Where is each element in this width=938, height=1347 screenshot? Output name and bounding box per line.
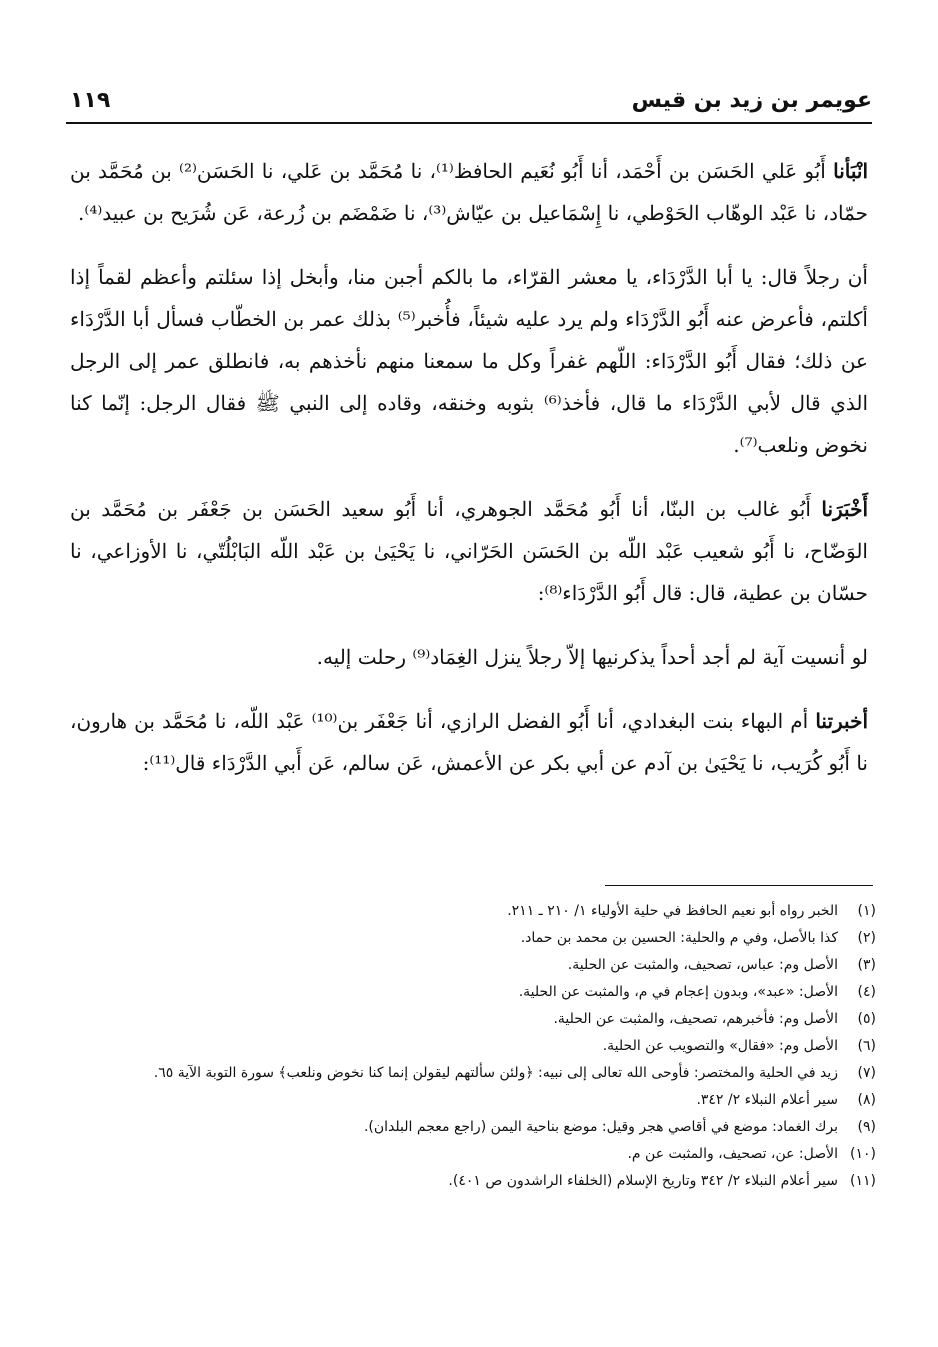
footnote (70, 925, 876, 952)
paragraph-text: أم البهاء بنت البغدادي، أنا أَبُو الفضل الرازي، أنا جَعْفَر بن⁽¹⁰⁾ عَبْد اللّه، نا مُحَمَّد بن هارون، نا أَبُو كُرَيب، نا يَحْيَىٰ بن آدم عن أبي بكر عن الأعمش، عَن سالم، عَن أَبي الدَّرْدَاء قال⁽¹¹⁾: (70, 709, 868, 775)
footnote-text: الأصل وم: «فقال» والتصويب عن الحلية. (602, 1038, 838, 1054)
page-number: ١١٩ (70, 88, 111, 113)
footnote-number: (٢) (857, 930, 876, 946)
footnote-text: كذا بالأصل، وفي م والحلية: الحسين بن محمد بن حماد. (520, 930, 838, 946)
footnote (70, 1087, 876, 1114)
paragraph-lead-word: أخبرتنا (815, 709, 868, 733)
footnote-text: الأصل: عن، تصحيف، والمثبت عن م. (627, 1146, 838, 1162)
isnad-paragraph-1 (70, 150, 868, 234)
footnote-text: برك الغماد: موضع في أقاصي هجر وقيل: موضع بناحية اليمن (راجع معجم البلدان). (363, 1119, 838, 1135)
footnote-text: الأصل وم: عباس، تصحيف، والمثبت عن الحلية. (567, 957, 838, 973)
paragraph-text: أَبُو عَلي الحَسَن بن أَحْمَد، أنا أَبُو نُعَيم الحافظ⁽¹⁾، نا مُحَمَّد بن عَلي، نا الحَسَن⁽²⁾ بن مُحَمَّد بن حمّاد، نا عَبْد الوهّاب الحَوْطي، نا إِسْمَاعيل بن عيّاش⁽³⁾، نا ضَمْضَم بن زُرعة، عَن شُرَيح بن عبيد⁽⁴⁾. (70, 159, 868, 225)
footnote-number: (٨) (857, 1092, 876, 1108)
footnote-text: سير أعلام النبلاء ٢/ ٣٤٢. (696, 1092, 838, 1108)
isnad-paragraph-3 (70, 700, 868, 784)
footnote-number: (٣) (857, 957, 876, 973)
narration-paragraph-2 (70, 636, 868, 678)
paragraph-text: لو أنسيت آية لم أجد أحداً يذكرنيها إلاّ رجلاً ينزل الغِمَاد⁽⁹⁾ رحلت إليه. (316, 645, 868, 669)
footnote-number: (٥) (857, 1011, 876, 1027)
footnotes (70, 898, 876, 1195)
footnote (70, 1114, 876, 1141)
paragraph-lead-word: انْبَأنا (833, 159, 869, 183)
footnote-text: الأصل: «عبد»، وبدون إعجام في م، والمثبت عن الحلية. (518, 984, 838, 1000)
footnote-text: الأصل وم: فأخبرهم، تصحيف، والمثبت عن الحلية. (553, 1011, 838, 1027)
footnote-number: (١١) (850, 1173, 876, 1189)
footnote (70, 1006, 876, 1033)
footnote-number: (٦) (857, 1038, 876, 1054)
footnote (70, 1168, 876, 1195)
footnote (70, 952, 876, 979)
footnote (70, 898, 876, 925)
running-title: عويمر بن زيد بن قيس (631, 88, 872, 113)
narration-paragraph-1 (70, 256, 868, 466)
paragraph-lead-word: أَخْبَرَنا (821, 497, 868, 521)
footnote (70, 1033, 876, 1060)
footnote-number: (٩) (857, 1119, 876, 1135)
footnote (70, 1060, 876, 1087)
footnote-text: سير أعلام النبلاء ٢/ ٣٤٢ وتاريخ الإسلام (الخلفاء الراشدون ص ٤٠١). (448, 1173, 838, 1189)
paragraph-text: أَبُو غالب بن البنّا، أنا أَبُو مُحَمَّد الجوهري، أنا أَبُو سعيد الحَسَن بن جَعْفَر بن مُحَمَّد بن الوَضّاح، نا أَبُو شعيب عَبْد اللّه بن الحَسَن الحَرّاني، نا يَحْيَىٰ بن عَبْد اللّه البَابْلُتّي، نا الأوزاعي، نا حسّان بن عطية، قال: قال أَبُو الدَّرْدَاء⁽⁸⁾: (70, 497, 868, 605)
footnote-number: (٤) (857, 984, 876, 1000)
footnote-number: (١) (857, 903, 876, 919)
footnote-number: (٧) (857, 1065, 876, 1081)
footnote-divider (605, 885, 873, 886)
paragraph-text: أن رجلاً قال: يا أبا الدَّرْدَاء، يا معشر القرّاء، ما بالكم أجبن منا، وأبخل إذا سئلتم وأعظم لقماً إذا أكلتم، فأعرض عنه أَبُو الدَّرْدَاء ولم يرد عليه شيئاً، فأُخبر⁽⁵⁾ بذلك عمر بن الخطّاب فسأل أبا الدَّرْدَاء عن ذلك؛ فقال أَبُو الدَّرْدَاء: اللّهم غفراً وكل ما سمعنا منهم نأخذهم به، فانطلق عمر إلى الرجل الذي قال لأبي الدَّرْدَاء ما قال، فأخذ⁽⁶⁾ بثوبه وخنقه، وقاده إلى النبي ﷺ فقال الرجل: إنّما كنا نخوض ونلعب⁽⁷⁾. (70, 265, 868, 457)
footnote (70, 1141, 876, 1168)
main-text (70, 150, 868, 806)
footnote-number: (١٠) (850, 1146, 876, 1162)
footnote-text: الخبر رواه أبو نعيم الحافظ في حلية الأولياء ١/ ٢١٠ ـ ٢١١. (507, 903, 838, 919)
footnote (70, 979, 876, 1006)
page-header (66, 86, 872, 124)
footnote-text: زيد في الحلية والمختصر: فأوحى الله تعالى إلى نبيه: ﴿ولئن سألتهم ليقولن إنما كنا نخوض ونلعب﴾ سورة التوبة الآية ٦٥. (153, 1065, 838, 1081)
isnad-paragraph-2 (70, 488, 868, 614)
